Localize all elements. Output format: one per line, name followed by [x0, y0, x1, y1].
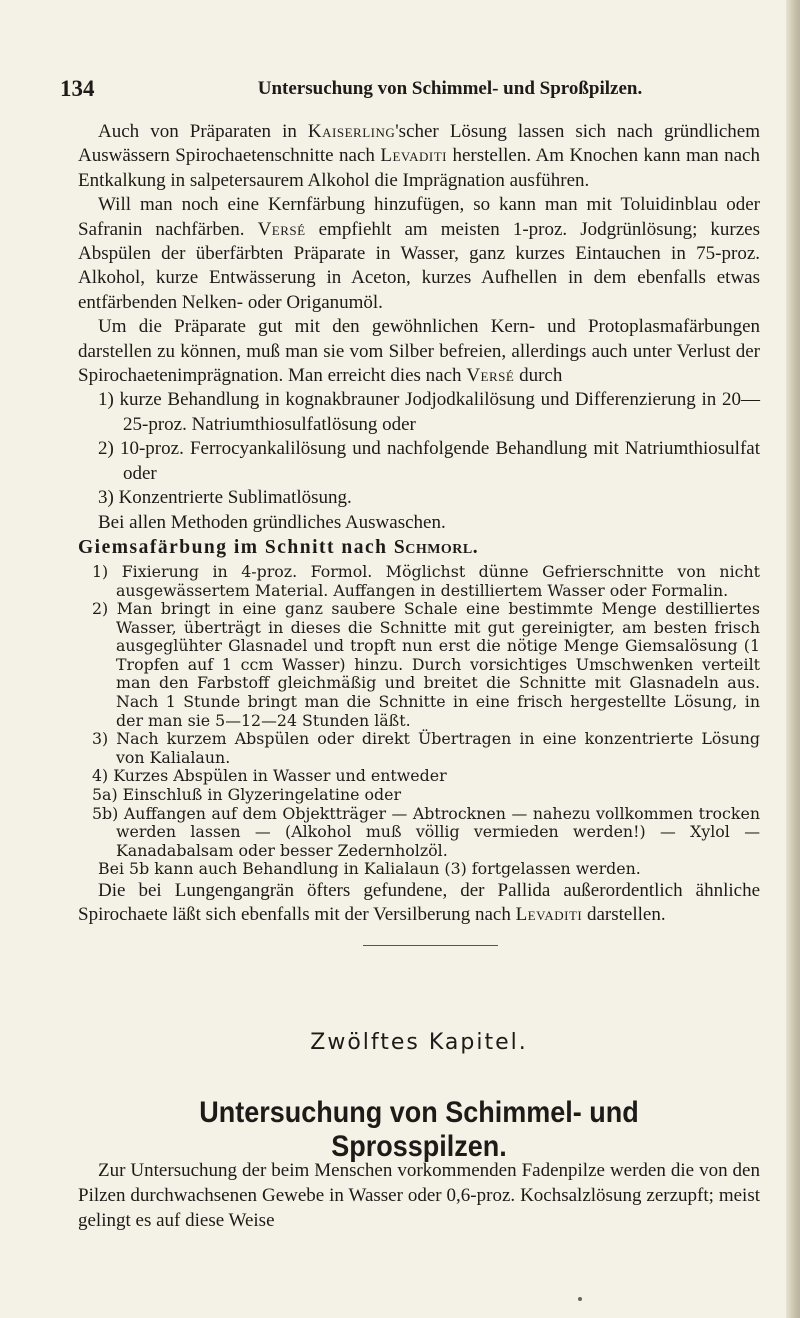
print-speck: [578, 1297, 582, 1301]
author-name: Versé: [466, 365, 515, 387]
paragraph-lungengangraen: Die bei Lungengangrän öfters gefundene, der Pallida außerordentlich ähnliche Spirochaete läßt sich ebenfalls mit der Versilberung nach Levaditi darstellen.: [78, 880, 760, 926]
paragraph-kernfaerbung: Will man noch eine Kernfärbung hinzufügen, so kann man mit Toluidinblau oder Safranin nachfärben. Versé empfiehlt am meisten 1-proz. Jodgrünlösung; kurzes Abspülen der überfärbten Präparate in Wasser, ganz kurzes Eintauchen in 75-proz. Alkohol, kurze Entwässerung in Aceton, kurzes Aufhellen in dem ebenfalls etwas entfärbenden Nelken- oder Origanumöl.: [78, 194, 760, 313]
author-name: Versé: [257, 218, 306, 240]
page-number: 134: [60, 76, 95, 101]
list-item: 4) Kurzes Abspülen in Wasser und entweder: [92, 766, 447, 786]
paragraph-auswaschen: Bei allen Methoden gründliches Auswaschen.: [98, 511, 446, 533]
list-item: 1) Fixierung in 4-proz. Formol. Möglichst dünne Gefrierschnitte von nicht ausgewässertem Material. Auffangen in destilliertem Wasser oder Formalin.: [92, 561, 760, 600]
section-heading-giemsa: Giemsafärbung im Schnitt nach Schmorl.: [78, 536, 478, 558]
page-header: [60, 76, 760, 108]
list-item: 2) 10-proz. Ferrocyankalilösung und nachfolgende Behandlung mit Natriumthiosulfat oder: [98, 438, 760, 484]
author-name: Kaiserling: [307, 121, 396, 142]
giemsa-note: Bei 5b kann auch Behandlung in Kalialaun (3) fortgelassen werden.: [98, 859, 641, 879]
chapter-number-title: Zwölftes Kapitel.: [310, 1030, 528, 1055]
list-item: 1) kurze Behandlung in kognakbrauner Jodjodkalilösung und Differenzierung in 20—25-proz. Natriumthiosulfatlösung oder: [98, 389, 760, 435]
section-divider: [363, 945, 498, 946]
list-item: 5a) Einschluß in Glyzeringelatine oder: [92, 785, 402, 805]
main-text-block: [78, 120, 760, 928]
chapter-heading: Untersuchung von Schimmel- und Sprosspilzen.: [199, 1096, 639, 1163]
running-head: Untersuchung von Schimmel- und Sproßpilzen.: [257, 78, 643, 99]
list-item: 3) Konzentrierte Sublimatlösung.: [98, 487, 352, 509]
author-name: Levaditi: [515, 904, 583, 926]
list-item: 5b) Auffangen auf dem Objektträger — Abtrocknen — nahezu vollkommen trocken werden lassen — (Alkohol muß völlig vermieden werden!) — Xylol — Kanadabalsam oder besser Zedernholzöl.: [92, 803, 760, 860]
list-item: 3) Nach kurzem Abspülen oder direkt Übertragen in eine konzentrierte Lösung von Kalialaun.: [92, 729, 760, 767]
paragraph-chapter-intro: Zur Untersuchung der beim Menschen vorkommenden Fadenpilze werden die von den Pilzen durchwachsenen Gewebe in Wasser oder 0,6-proz. Kochsalzlösung zerzupft; meist gelingt es auf diese Weise: [78, 1160, 760, 1231]
page-edge-shadow: [786, 0, 800, 1318]
list-item: 2) Man bringt in eine ganz saubere Schale eine bestimmte Menge destilliertes Wasser, überträgt in dieses die Schnitte mit gut gereinigter, am besten frisch ausgeglühter Glasnadel und tropft nun erst die nötige Menge Giemsalösung (1 Tropfen auf 1 ccm Wasser) hinzu. Durch vorsichtiges Umschwenken verteilt man den Farbstoff gleichmäßig und breitet die Schnitte mit Glasnadeln aus. Nach 1 Stunde bringt man die Schnitte in eine frisch hergestellte Lösung, in der man sie 5—12—24 Stunden läßt.: [92, 599, 760, 730]
giemsa-steps-list: [78, 563, 760, 861]
paragraph-kaiserling: Auch von Präparaten in Kaiserling'scher Lösung lassen sich nach gründlichem Auswässern Spirochaetenschnitte nach Levaditi herstellen. Am Knochen kann man nach Entkalkung in salpetersaurem Alkohol die Imprägnation ausführen.: [78, 121, 760, 191]
chapter-intro-block: [78, 1158, 760, 1233]
paragraph-silber: Um die Präparate gut mit den gewöhnlichen Kern- und Protoplasmafärbungen darstellen zu können, muß man sie vom Silber befreien, allerdings auch unter Verlust der Spirochaetenimprägnation. Man erreicht dies nach Versé durch: [78, 316, 760, 387]
author-name: Levaditi: [380, 145, 448, 167]
author-name: Schmorl: [393, 536, 473, 558]
